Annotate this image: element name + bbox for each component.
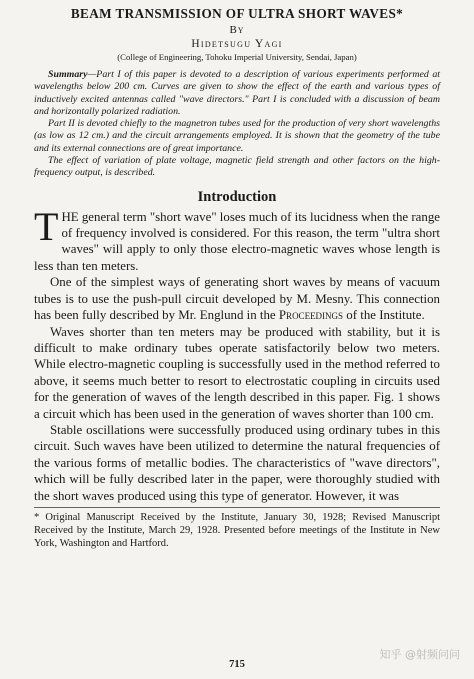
summary-paragraph-2: Part II is devoted chiefly to the magnetron tubes used for the production of very short wavelengths (as low as 12 cm.) and the circuit arrangements employed. It is shown that the geometry of the tube and its external connections are of great importance. [34, 118, 440, 154]
page-number: 715 [229, 659, 245, 670]
body-paragraph-2-end: of the Institute. [346, 308, 425, 323]
body-paragraph-1-text: HE general term "short wave" loses much of its lucidness when the range of frequency involved is considered. For this reason, the term "ultra short waves" will apply to only those electro-magnetic waves whose length is less than ten meters. [34, 209, 440, 273]
paper-title: BEAM TRANSMISSION OF ULTRA SHORT WAVES* [70, 6, 404, 21]
summary-paragraph-1 [34, 69, 440, 118]
author-name: Hidetsugu Yagi [191, 38, 283, 50]
watermark: 知乎 @射频问问 [379, 648, 460, 661]
author-affiliation: (College of Engineering, Tohoku Imperial University, Sendai, Japan) [117, 52, 357, 62]
body-paragraph-2 [34, 274, 440, 323]
proceedings-name: Proceedings [278, 308, 344, 323]
footnote: * Original Manuscript Received by the Institute, January 30, 1928; Revised Manuscript Received by the Institute, March 29, 1928. Presented before meetings of the Institute in New York, Washington and Hartford. [34, 511, 440, 549]
summary-label: Summary [48, 69, 88, 80]
body-paragraph-2-start: One of the simplest ways of generating short waves by means of vacuum tubes is to use the push-pull circuit developed by M. Mesny. This connection has been fully described by Mr. Englund in the [34, 275, 440, 323]
summary-paragraph-3: The effect of variation of plate voltage, magnetic field strength and other factors on the high-frequency output, is described. [34, 155, 440, 179]
body-paragraph-4: Stable oscillations were successfully produced using ordinary tubes in this circuit. Such waves have been utilized to determine the natural frequencies of the various forms of metallic bodies. The characteristics of "wave directors", which will be fully described later in the paper, were thoroughly studied with the short waves produced using this type of generator. However, it was [34, 422, 440, 503]
section-heading-introduction: Introduction [197, 188, 277, 205]
footnote-divider [34, 507, 440, 508]
body-paragraph-3: Waves shorter than ten meters may be produced with stability, but it is difficult to make ordinary tubes operate satisfactorily below two meters. While electro-magnetic coupling is successfully used in the method referred to above, it seems much better to resort to electrostatic coupling in circuits used for the generation of waves of the length described in this paper. Fig. 1 shows a circuit which has been used in the generation of waves shorter than 100 cm. [34, 324, 440, 421]
drop-cap: T [34, 203, 59, 249]
paper-page [34, 6, 440, 550]
byline-by: By [229, 24, 245, 36]
body-paragraph-1 [34, 203, 440, 275]
summary-text-1: —Part I of this paper is devoted to a description of various experiments performed at wavelengths below 200 cm. Curves are given to show the effect of the earth and various types of inductively excited antennas called "wave directors." Part I is concluded with a discussion of beam and horizontally polarized radiation. [34, 69, 440, 117]
